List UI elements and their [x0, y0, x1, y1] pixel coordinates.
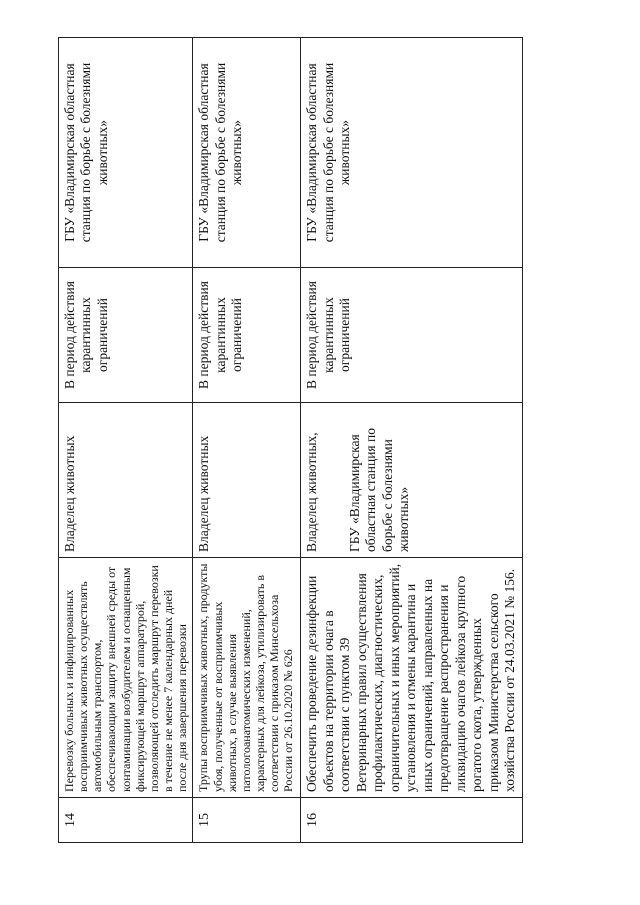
control-text: ГБУ «Владимирская областная станция по борьбе с болезнями животных»	[59, 38, 193, 268]
row-number: 14	[59, 798, 193, 843]
rotated-table-container	[58, 38, 518, 843]
deadline-text: В период действия карантинных ограничений	[59, 268, 193, 403]
measure-text: Перевозку больных и инфицированных восприимчивых животных осуществлять автомобильным транспортом, обеспечивающим защиту внешней среды от контаминации возбудителем и оснащенным фиксирующей маршрут аппаратурой, позволяющей отследить маршрут перевозки в течение не менее 7 календарных дней после дня завершения перевозки	[59, 558, 193, 798]
deadline-text: В период действия карантинных ограничений	[193, 268, 301, 403]
deadline-text: В период действия карантинных ограничений	[301, 268, 522, 403]
responsible-text: Владелец животных	[62, 435, 77, 552]
row-number: 15	[193, 798, 301, 843]
measures-table	[58, 37, 523, 843]
table-row	[59, 38, 193, 843]
responsible-cell	[301, 403, 522, 558]
measure-text: Трупы восприимчивых животных, продукты убоя, полученные от восприимчивых животных, в случае выявления патологоанатомических изменений, характерных для лейкоза, утилизировать в соответствии с приказом Минсельхоза России от 26.10.2020 № 626	[193, 558, 301, 798]
responsible-cell	[193, 403, 301, 558]
control-text: ГБУ «Владимирская областная станция по борьбе с болезнями животных»	[193, 38, 301, 268]
responsible-text-second: ГБУ «Владимирская областная станция по борьбе с болезнями животных»	[346, 428, 412, 552]
spacer	[321, 408, 347, 552]
control-text: ГБУ «Владимирская областная станция по борьбе с болезнями животных»	[301, 38, 522, 268]
responsible-text: Владелец животных,	[304, 432, 320, 552]
responsible-text: Владелец животных	[196, 435, 212, 552]
measure-text: Обеспечить проведение дезинфекции объектов на территории очага в соответствии с пунктом 39 Ветеринарных правил осуществления профилактических, диагностических, ограничительных и иных мероприятий, установления и отмены карантина и иных ограничений, направленных на предотвращение распространения и ликвидацию очагов лейкоза крупного рогатого скота, утвержденных приказом Министерства сельского хозяйства России от 24.03.2021 № 156.	[301, 558, 522, 798]
table-row	[301, 38, 522, 843]
row-number: 16	[301, 798, 522, 843]
responsible-cell	[59, 403, 193, 558]
table-row	[193, 38, 301, 843]
